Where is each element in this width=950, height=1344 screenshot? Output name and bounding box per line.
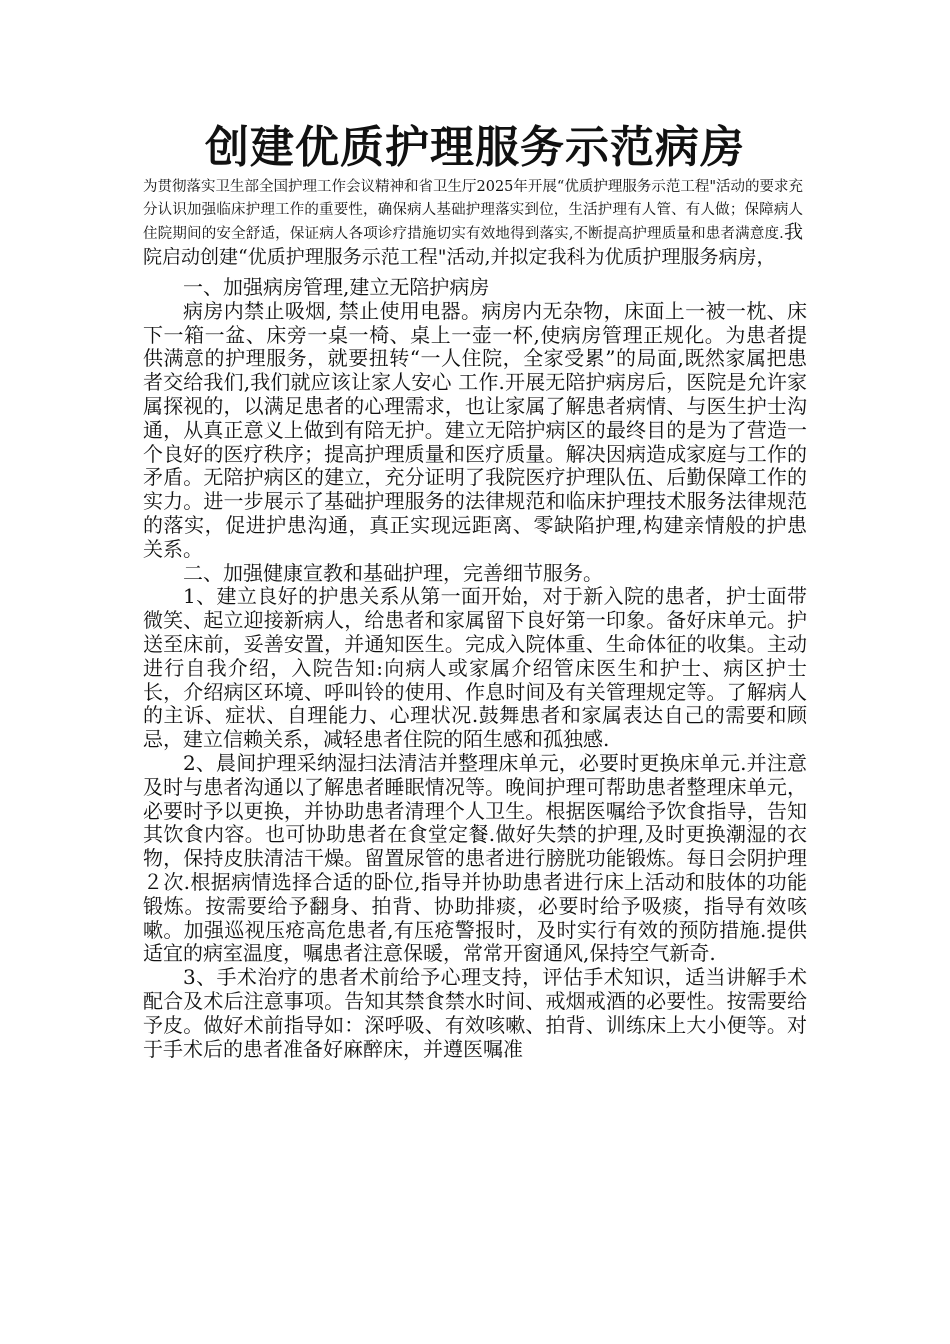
body-paragraph: 病房内禁止吸烟, 禁止使用电器。病房内无杂物，床面上一被一枕、床下一箱一盆、床旁一桌一椅、桌上一壶一杯,使病房管理正规化。为患者提供满意的护理服务，就要扭转“一人住院，全家受累”的局面,既然家属把患者交给我们,我们就应该让家人安心 工作.开展无陪护病房后，医院是允许家属探视的，以满足患者的心理需求，也让家属了解患者病情、与医生护士沟通，从真正意义上做到有陪无护。建立无陪护病区的最终目的是为了营造一个良好的医疗秩序；提高护理质量和医疗质量。解决因病造成家庭与工作的矛盾。无陪护病区的建立，充分证明了我院医疗护理队伍、后勤保障工作的实力。进一步展示了基础护理服务的法律规范和临床护理技术服务法律规范的落实，促进护患沟通，真正实现远距离、零缺陷护理,构建亲情般的护患关系。 <box>143 298 807 561</box>
section-heading-1: 一、加强病房管理,建立无陪护病房 <box>183 275 490 299</box>
document-title: 创建优质护理服务示范病房 <box>205 122 745 173</box>
intro-large-text: 我院启动创建“优质护理服务示范工程"活动,并拟定我科为优质护理服务病房， <box>143 221 803 268</box>
body-paragraph: 3、手术治疗的患者术前给予心理支持，评估手术知识，适当讲解手术配合及术后注意事项。告知其禁食禁水时间、戒烟戒酒的必要性。按需要给予皮。做好术前指导如：深呼吸、有效咳嗽、拍背、训练床上大小便等。对于手术后的患者准备好麻醉床，并遵医嘱准 <box>143 965 807 1061</box>
intro-small-text: 为贯彻落实卫生部全国护理工作会议精神和省卫生厅2025年开展“优质护理服务示范工程"活动的要求充分认识加强临床护理工作的重要性，确保病人基础护理落实到位，生活护理有人管、有人做；保障病人住院期间的安全舒适，保证病人各项诊疗措施切实有效地得到落实,不断提高护理质量和患者满意度. <box>143 179 803 243</box>
section-heading-2: 二、加强健康宣教和基础护理，完善细节服务。 <box>183 560 603 585</box>
document-body <box>143 276 807 1061</box>
intro-paragraph <box>143 176 803 270</box>
body-paragraph: 1、建立良好的护患关系从第一面开始，对于新入院的患者，护士面带微笑、起立迎接新病人，给患者和家属留下良好第一印象。备好床单元。护送至床前，妥善安置，并通知医生。完成入院体重、生命体征的收集。主动进行自我介绍，入院告知:向病人或家属介绍管床医生和护士、病区护士长，介绍病区环境、呼叫铃的使用、作息时间及有关管理规定等。了解病人的主诉、症状、自理能力、心理状况.鼓舞患者和家属表达自己的需要和顾忌，建立信赖关系，减轻患者住院的陌生感和孤独感. <box>143 584 807 752</box>
body-paragraph: 2、晨间护理采纳湿扫法清洁并整理床单元，必要时更换床单元.并注意及时与患者沟通以了解患者睡眠情况等。晚间护理可帮助患者整理床单元，必要时予以更换，并协助患者清理个人卫生。根据医嘱给予饮食指导，告知其饮食内容。也可协助患者在食堂定餐.做好失禁的护理,及时更换潮湿的衣物，保持皮肤清洁干燥。留置尿管的患者进行膀胱功能锻炼。每日会阴护理２次.根据病情选择合适的卧位,指导并协助患者进行床上活动和肢体的功能锻炼。按需要给予翻身、拍背、协助排痰，必要时给予吸痰，指导有效咳嗽。加强巡视压疮高危患者,有压疮警报时，及时实行有效的预防措施.提供适宜的病室温度，嘱患者注意保暖，常常开窗通风,保持空气新奇. <box>143 750 807 966</box>
